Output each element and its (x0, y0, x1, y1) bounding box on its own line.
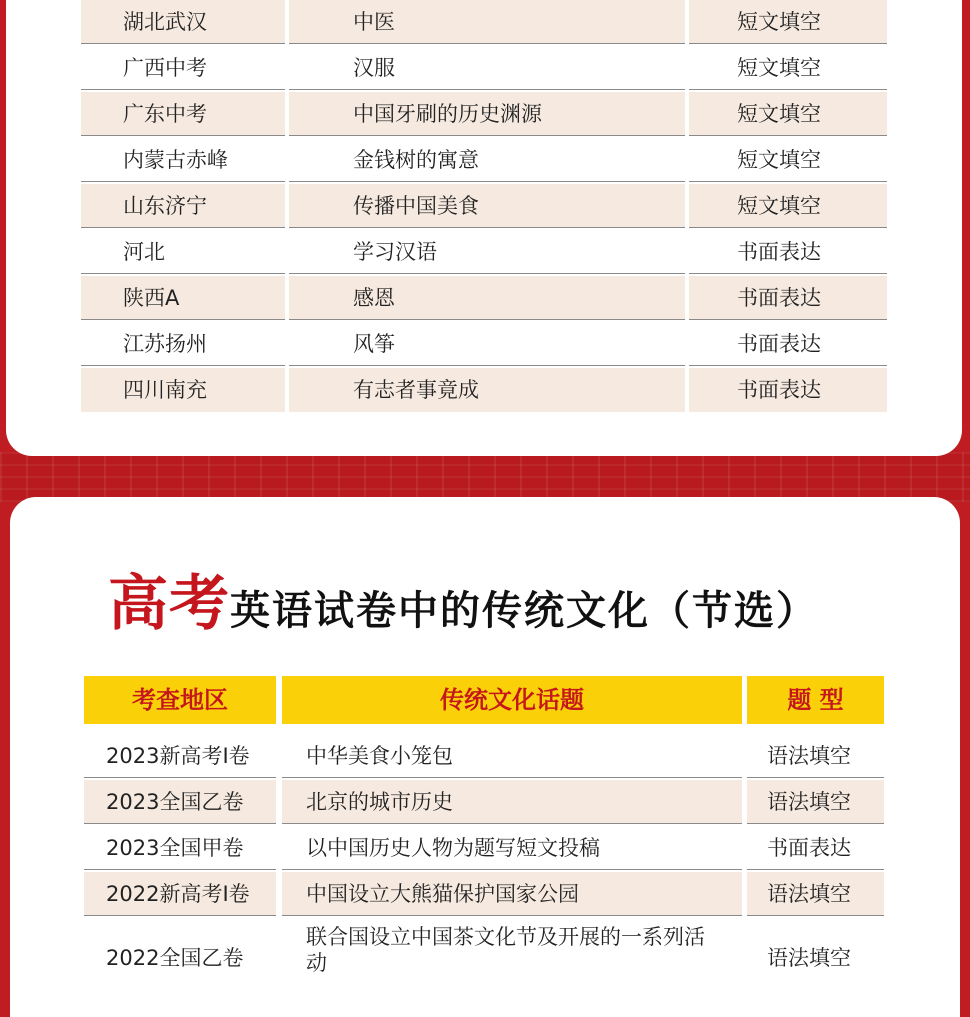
heading-accent-text: 高考 (108, 569, 230, 639)
type-cell: 语法填空 (747, 872, 884, 916)
table-row (81, 368, 887, 412)
type-cell: 短文填空 (689, 46, 887, 90)
type-cell: 书面表达 (689, 368, 887, 412)
region-cell: 2023新高考Ⅰ卷 (84, 734, 276, 778)
type-cell: 短文填空 (689, 184, 887, 228)
topic-cell: 中国设立大熊猫保护国家公园 (282, 872, 742, 916)
header-type: 题 型 (747, 676, 884, 724)
region-cell: 2023全国乙卷 (84, 780, 276, 824)
topic-cell: 金钱树的寓意 (289, 138, 685, 182)
type-cell: 语法填空 (747, 780, 884, 824)
topic-cell: 学习汉语 (289, 230, 685, 274)
table-row (81, 138, 887, 182)
table-row (81, 92, 887, 136)
type-cell: 书面表达 (689, 322, 887, 366)
region-cell: 内蒙古赤峰 (81, 138, 285, 182)
region-cell: 2023全国甲卷 (84, 826, 276, 870)
type-cell: 短文填空 (689, 92, 887, 136)
topic-cell: 中华美食小笼包 (282, 734, 742, 778)
type-cell: 书面表达 (689, 276, 887, 320)
type-cell: 语法填空 (747, 918, 884, 978)
table-row (81, 184, 887, 228)
table-row (81, 276, 887, 320)
region-cell: 2022全国乙卷 (84, 918, 276, 978)
region-cell: 广东中考 (81, 92, 285, 136)
region-cell: 江苏扬州 (81, 322, 285, 366)
type-cell: 书面表达 (689, 230, 887, 274)
topic-cell: 以中国历史人物为题写短文投稿 (282, 826, 742, 870)
region-cell: 山东济宁 (81, 184, 285, 228)
heading-text: 英语试卷中的传统文化（节选） (230, 588, 818, 634)
topic-cell: 联合国设立中国茶文化节及开展的一系列活动 (282, 918, 722, 978)
table-row (81, 230, 887, 274)
section-heading (108, 556, 868, 639)
topic-cell: 传播中国美食 (289, 184, 685, 228)
region-cell: 四川南充 (81, 368, 285, 412)
header-topic: 传统文化话题 (282, 676, 742, 724)
type-cell: 语法填空 (747, 734, 884, 778)
region-cell: 广西中考 (81, 46, 285, 90)
decorative-pattern-strip (0, 452, 970, 502)
topic-cell: 中国牙刷的历史渊源 (289, 92, 685, 136)
type-cell: 短文填空 (689, 0, 887, 44)
region-cell: 河北 (81, 230, 285, 274)
topic-cell: 汉服 (289, 46, 685, 90)
type-cell: 书面表达 (747, 826, 884, 870)
region-cell: 2022新高考Ⅰ卷 (84, 872, 276, 916)
topic-cell: 风筝 (289, 322, 685, 366)
topic-cell: 有志者事竟成 (289, 368, 685, 412)
table-row (81, 322, 887, 366)
region-cell: 湖北武汉 (81, 0, 285, 44)
topic-cell: 感恩 (289, 276, 685, 320)
table-row (81, 46, 887, 90)
topic-cell: 中医 (289, 0, 685, 44)
topic-cell: 北京的城市历史 (282, 780, 742, 824)
table-row (81, 0, 887, 44)
type-cell: 短文填空 (689, 138, 887, 182)
header-region: 考查地区 (84, 676, 276, 724)
region-cell: 陕西A (81, 276, 285, 320)
